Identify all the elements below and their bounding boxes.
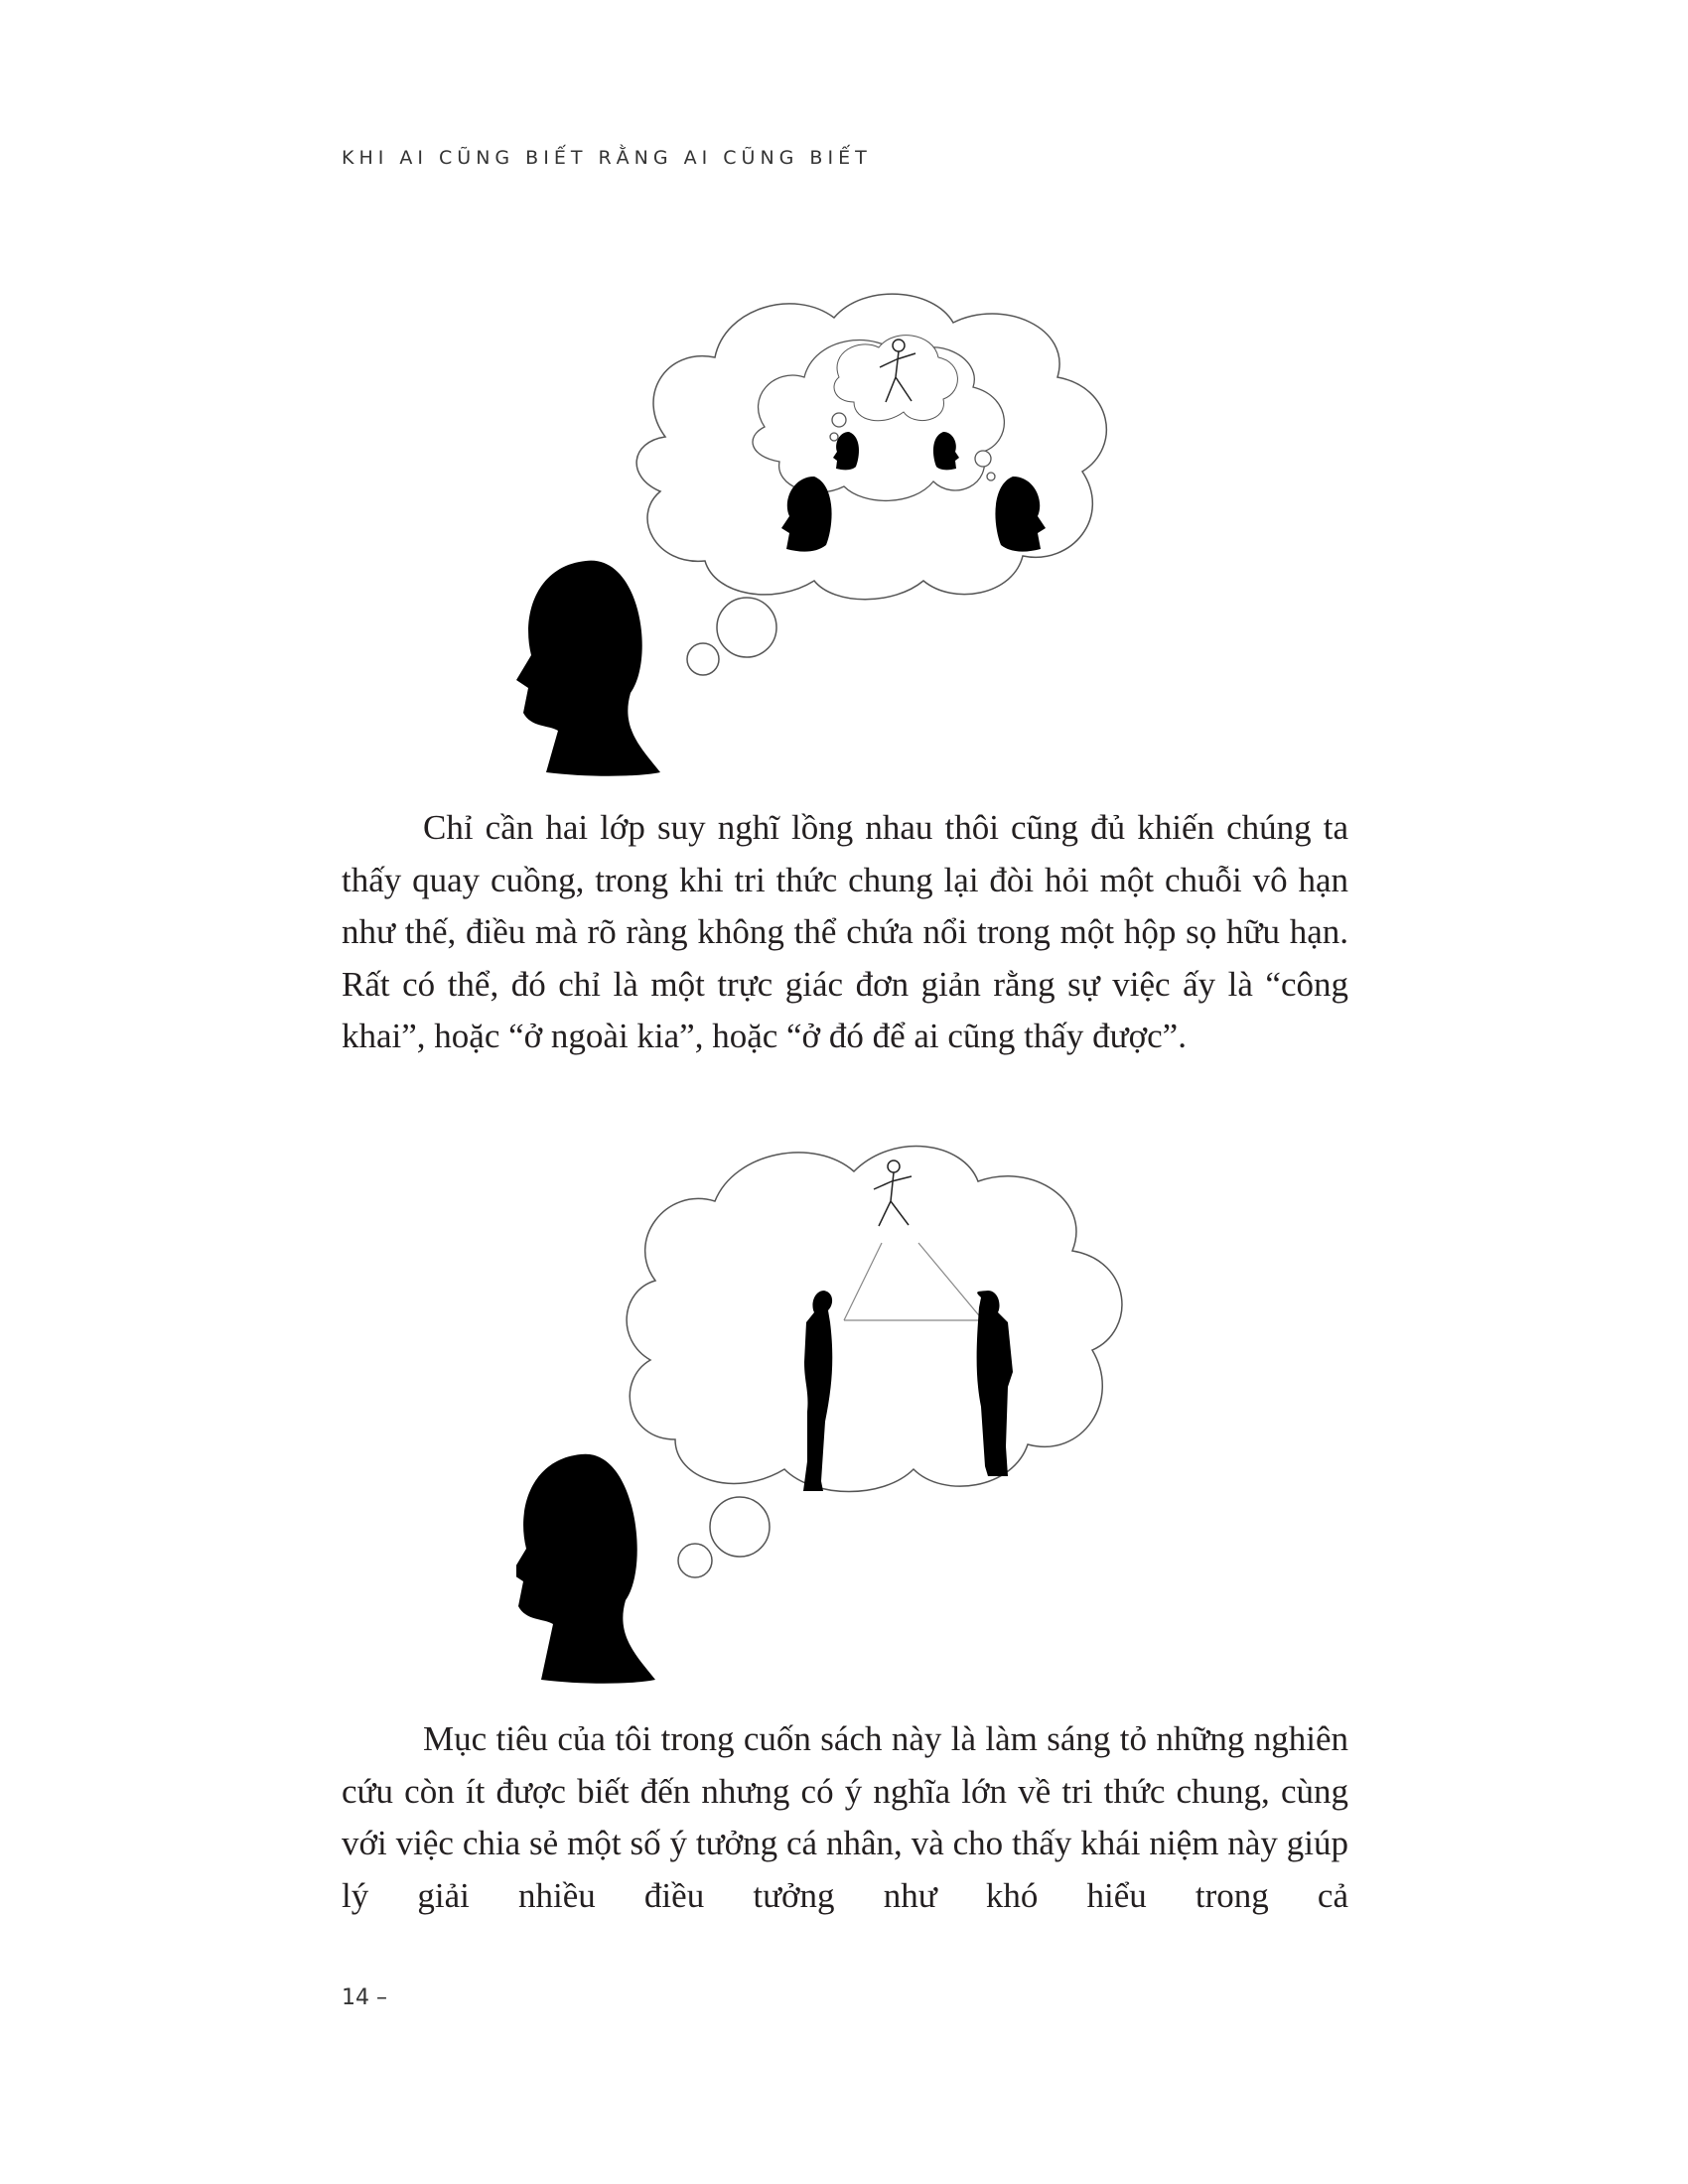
running-header: KHI AI CŨNG BIẾT RẰNG AI CŨNG BIẾT [342,147,872,169]
paragraph-1 [342,802,1348,1063]
page-number: 14 – [342,1985,387,2010]
nested-thought-illustration [516,278,1192,784]
shared-knowledge-illustration [516,1132,1192,1688]
paragraph-2 [342,1713,1348,1922]
thought-cloud [627,1147,1122,1492]
paragraph-text: Chỉ cần hai lớp suy nghĩ lồng nhau thôi cũng đủ khiến chúng ta thấy quay cuồng, trong khi tri thức chung lại đòi hỏi một chuỗi vô hạn như thế, điều mà rõ ràng không thể chứa nổi trong một hộp sọ hữu hạn. Rất có thể, đó chỉ là một trực giác đơn giản rằng sự việc ấy là “công khai”, hoặc “ở ngoài kia”, hoặc “ở đó để ai cũng thấy được”. [342,808,1348,1055]
thinker-silhouette-icon [516,561,660,776]
paragraph-text: Mục tiêu của tôi trong cuốn sách này là làm sáng tỏ những nghiên cứu còn ít được biết đến nhưng có ý nghĩa lớn về tri thức chung, cùng với việc chia sẻ một số ý tưởng cá nhân, và cho thấy khái niệm này giúp lý giải nhiều điều tưởng như khó hiểu trong cả [342,1719,1348,1915]
thinker-silhouette-icon [516,1454,655,1684]
